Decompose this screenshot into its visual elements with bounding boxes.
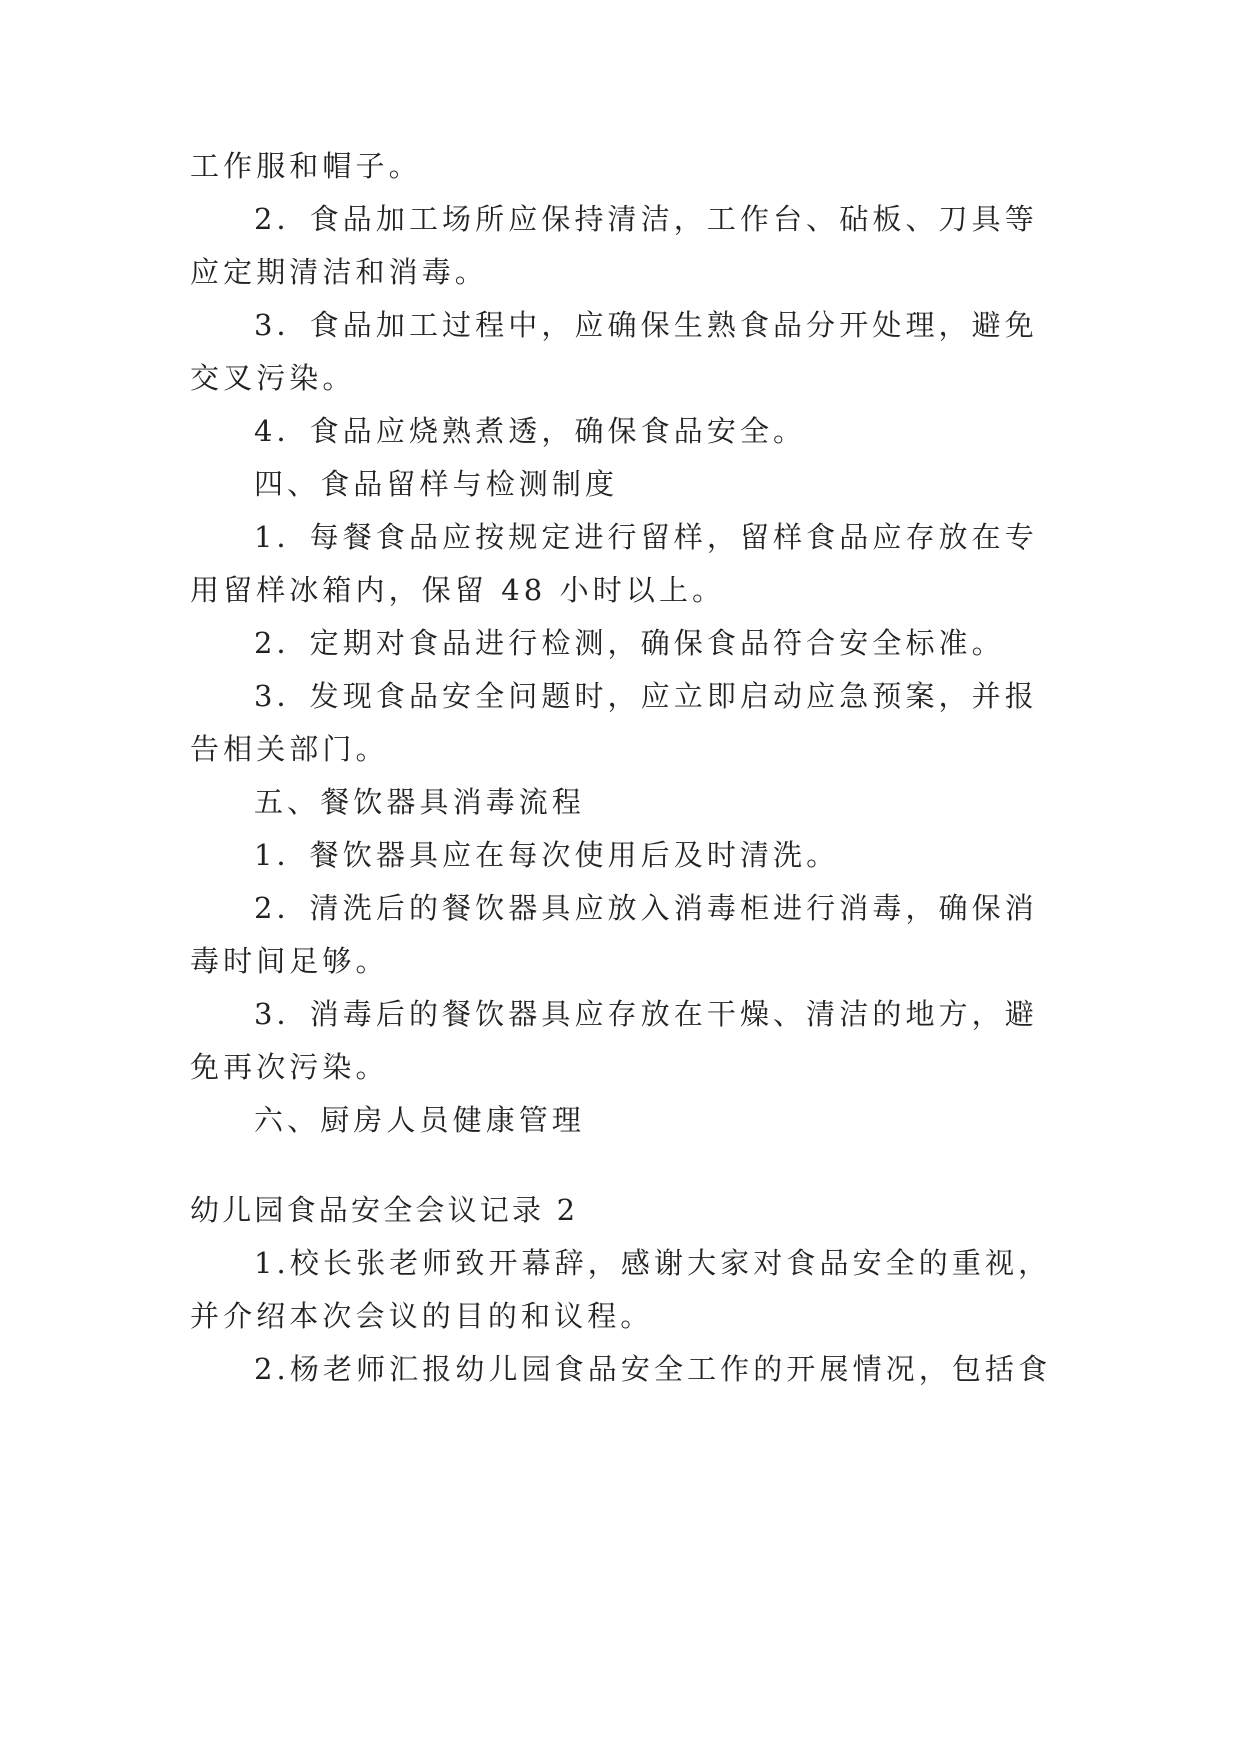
list-item-2: 2.杨老师汇报幼儿园食品安全工作的开展情况，包括食 xyxy=(254,1352,1052,1386)
section-heading: 六、厨房人员健康管理 xyxy=(254,1103,586,1137)
text-line: 免再次污染。 xyxy=(190,1050,389,1084)
text-line: 工作服和帽子。 xyxy=(190,149,422,183)
list-item-1: 1．餐饮器具应在每次使用后及时清洗。 xyxy=(254,838,840,872)
text-line: 用留样冰箱内，保留 48 小时以上。 xyxy=(190,573,726,607)
text-line: 告相关部门。 xyxy=(190,732,389,766)
list-item-2: 2．定期对食品进行检测，确保食品符合安全标准。 xyxy=(254,626,1005,660)
section-heading: 五、餐饮器具消毒流程 xyxy=(254,785,586,819)
list-item-3: 3．食品加工过程中，应确保生熟食品分开处理，避免 xyxy=(254,308,1038,342)
list-item-2: 2．食品加工场所应保持清洁，工作台、砧板、刀具等 xyxy=(254,202,1038,236)
section-title: 幼儿园食品安全会议记录 2 xyxy=(190,1193,579,1227)
section-heading: 四、食品留样与检测制度 xyxy=(254,467,619,501)
list-item-3: 3．消毒后的餐饮器具应存放在干燥、清洁的地方，避 xyxy=(254,997,1038,1031)
text-line: 毒时间足够。 xyxy=(190,944,389,978)
text-line: 并介绍本次会议的目的和议程。 xyxy=(190,1299,654,1333)
list-item-1: 1．每餐食品应按规定进行留样，留样食品应存放在专 xyxy=(254,520,1038,554)
list-item-3: 3．发现食品安全问题时，应立即启动应急预案，并报 xyxy=(254,679,1038,713)
list-item-4: 4．食品应烧熟煮透，确保食品安全。 xyxy=(254,414,807,448)
text-line: 应定期清洁和消毒。 xyxy=(190,255,488,289)
list-item-1: 1.校长张老师致开幕辞，感谢大家对食品安全的重视， xyxy=(254,1246,1052,1280)
list-item-2: 2．清洗后的餐饮器具应放入消毒柜进行消毒，确保消 xyxy=(254,891,1038,925)
text-line: 交叉污染。 xyxy=(190,361,356,395)
